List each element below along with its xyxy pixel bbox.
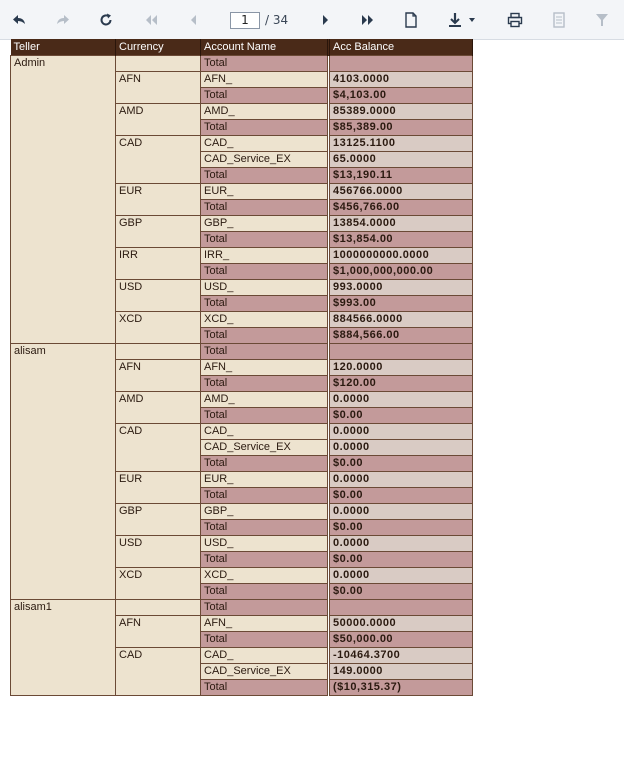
- account-name-cell: AFN_: [201, 72, 329, 88]
- page-total-label: / 34: [265, 13, 289, 27]
- account-balance-cell: 456766.0000: [329, 184, 473, 200]
- account-name-cell: IRR_: [201, 248, 329, 264]
- currency-cell: IRR: [116, 248, 201, 280]
- account-name-cell: AFN_: [201, 360, 329, 376]
- back-icon[interactable]: [8, 8, 30, 32]
- total-label-cell: Total: [201, 552, 329, 568]
- account-name-cell: EUR_: [201, 472, 329, 488]
- total-balance-cell: $456,766.00: [329, 200, 473, 216]
- account-name-cell: XCD_: [201, 568, 329, 584]
- total-label-cell: Total: [201, 232, 329, 248]
- first-page-icon[interactable]: [140, 8, 162, 32]
- refresh-icon[interactable]: [95, 8, 117, 32]
- currency-cell: AFN: [116, 72, 201, 104]
- total-label-cell: Total: [201, 680, 329, 696]
- total-label-cell: Total: [201, 200, 329, 216]
- account-balance-cell: 65.0000: [329, 152, 473, 168]
- export-icon[interactable]: [444, 8, 480, 32]
- total-label-cell: Total: [201, 168, 329, 184]
- total-balance-cell: $0.00: [329, 520, 473, 536]
- account-name-cell: CAD_: [201, 136, 329, 152]
- total-balance-cell: $4,103.00: [329, 88, 473, 104]
- teller-cell: alisam1: [11, 600, 116, 696]
- account-name-cell: EUR_: [201, 184, 329, 200]
- total-label-cell: Total: [201, 632, 329, 648]
- account-name-cell: AMD_: [201, 392, 329, 408]
- total-balance-cell: $13,190.11: [329, 168, 473, 184]
- next-page-icon[interactable]: [314, 8, 336, 32]
- total-label-cell: Total: [201, 600, 329, 616]
- total-label-cell: Total: [201, 408, 329, 424]
- total-balance-cell: $85,389.00: [329, 120, 473, 136]
- currency-cell: AFN: [116, 360, 201, 392]
- account-balance-cell: 1000000000.0000: [329, 248, 473, 264]
- column-header-currency[interactable]: Currency: [116, 39, 201, 56]
- account-name-cell: USD_: [201, 536, 329, 552]
- account-balance-cell: 120.0000: [329, 360, 473, 376]
- total-row: [11, 56, 473, 72]
- forward-icon[interactable]: [52, 8, 74, 32]
- currency-cell: USD: [116, 536, 201, 568]
- total-balance-cell: $884,566.00: [329, 328, 473, 344]
- total-balance-cell: $0.00: [329, 488, 473, 504]
- total-label-cell: Total: [201, 120, 329, 136]
- total-balance-cell: $0.00: [329, 408, 473, 424]
- total-label-cell: Total: [201, 264, 329, 280]
- report-viewer-toolbar: [0, 0, 624, 40]
- account-balance-cell: 149.0000: [329, 664, 473, 680]
- total-label-cell: Total: [201, 344, 329, 360]
- account-name-cell: CAD_Service_EX: [201, 152, 329, 168]
- total-balance-cell: $1,000,000,000.00: [329, 264, 473, 280]
- account-balance-cell: 85389.0000: [329, 104, 473, 120]
- account-name-cell: USD_: [201, 280, 329, 296]
- teller-cell: alisam: [11, 344, 116, 600]
- total-balance-cell: $0.00: [329, 456, 473, 472]
- report-page: [10, 39, 472, 696]
- account-name-cell: AFN_: [201, 616, 329, 632]
- account-name-cell: XCD_: [201, 312, 329, 328]
- currency-cell: AMD: [116, 104, 201, 136]
- currency-cell: USD: [116, 280, 201, 312]
- account-balance-cell: 0.0000: [329, 440, 473, 456]
- account-name-cell: CAD_Service_EX: [201, 664, 329, 680]
- currency-cell: [116, 56, 201, 72]
- table-body: [11, 56, 473, 696]
- account-balance-cell: 993.0000: [329, 280, 473, 296]
- total-balance-cell: $0.00: [329, 584, 473, 600]
- account-name-cell: AMD_: [201, 104, 329, 120]
- currency-cell: XCD: [116, 568, 201, 600]
- account-name-cell: GBP_: [201, 504, 329, 520]
- currency-cell: EUR: [116, 184, 201, 216]
- currency-cell: [116, 600, 201, 616]
- account-balance-cell: 50000.0000: [329, 616, 473, 632]
- account-balance-cell: 0.0000: [329, 424, 473, 440]
- column-header-teller[interactable]: Teller: [11, 39, 116, 56]
- currency-cell: AFN: [116, 616, 201, 648]
- account-balance-cell: 0.0000: [329, 392, 473, 408]
- account-name-cell: CAD_: [201, 424, 329, 440]
- currency-cell: GBP: [116, 504, 201, 536]
- column-header-acc-balance[interactable]: Acc Balance: [329, 39, 473, 56]
- column-header-account-name[interactable]: Account Name: [201, 39, 329, 56]
- total-balance-cell: [329, 600, 473, 616]
- currency-cell: AMD: [116, 392, 201, 424]
- last-page-icon[interactable]: [357, 8, 379, 32]
- print-icon[interactable]: [504, 8, 526, 32]
- table-header-row: [11, 39, 473, 56]
- previous-page-icon[interactable]: [183, 8, 205, 32]
- total-balance-cell: $13,854.00: [329, 232, 473, 248]
- account-name-cell: CAD_: [201, 648, 329, 664]
- total-label-cell: Total: [201, 296, 329, 312]
- account-name-cell: GBP_: [201, 216, 329, 232]
- total-row: [11, 600, 473, 616]
- account-balance-cell: 0.0000: [329, 472, 473, 488]
- teller-cell: Admin: [11, 56, 116, 344]
- account-balance-cell: 884566.0000: [329, 312, 473, 328]
- page-number-input[interactable]: 1: [230, 12, 260, 29]
- total-label-cell: Total: [201, 520, 329, 536]
- print-layout-icon[interactable]: [548, 8, 570, 32]
- total-balance-cell: $0.00: [329, 552, 473, 568]
- currency-cell: CAD: [116, 424, 201, 472]
- total-label-cell: Total: [201, 488, 329, 504]
- total-label-cell: Total: [201, 584, 329, 600]
- currency-cell: XCD: [116, 312, 201, 344]
- total-label-cell: Total: [201, 88, 329, 104]
- filter-icon[interactable]: [591, 8, 613, 32]
- currency-cell: CAD: [116, 648, 201, 696]
- account-balance-cell: 0.0000: [329, 568, 473, 584]
- account-balance-cell: -10464.3700: [329, 648, 473, 664]
- account-balance-cell: 0.0000: [329, 504, 473, 520]
- page-setup-icon[interactable]: [400, 8, 422, 32]
- account-balance-cell: 4103.0000: [329, 72, 473, 88]
- total-balance-cell: [329, 344, 473, 360]
- total-balance-cell: [329, 56, 473, 72]
- currency-cell: CAD: [116, 136, 201, 184]
- total-row: [11, 344, 473, 360]
- currency-cell: [116, 344, 201, 360]
- account-name-cell: CAD_Service_EX: [201, 440, 329, 456]
- account-balance-cell: 0.0000: [329, 536, 473, 552]
- total-label-cell: Total: [201, 376, 329, 392]
- total-label-cell: Total: [201, 456, 329, 472]
- account-balance-cell: 13854.0000: [329, 216, 473, 232]
- total-balance-cell: $993.00: [329, 296, 473, 312]
- teller-balance-table: [10, 39, 473, 696]
- account-balance-cell: 13125.1100: [329, 136, 473, 152]
- currency-cell: EUR: [116, 472, 201, 504]
- total-balance-cell: $120.00: [329, 376, 473, 392]
- total-balance-cell: $50,000.00: [329, 632, 473, 648]
- total-balance-cell: ($10,315.37): [329, 680, 473, 696]
- total-label-cell: Total: [201, 56, 329, 72]
- currency-cell: GBP: [116, 216, 201, 248]
- total-label-cell: Total: [201, 328, 329, 344]
